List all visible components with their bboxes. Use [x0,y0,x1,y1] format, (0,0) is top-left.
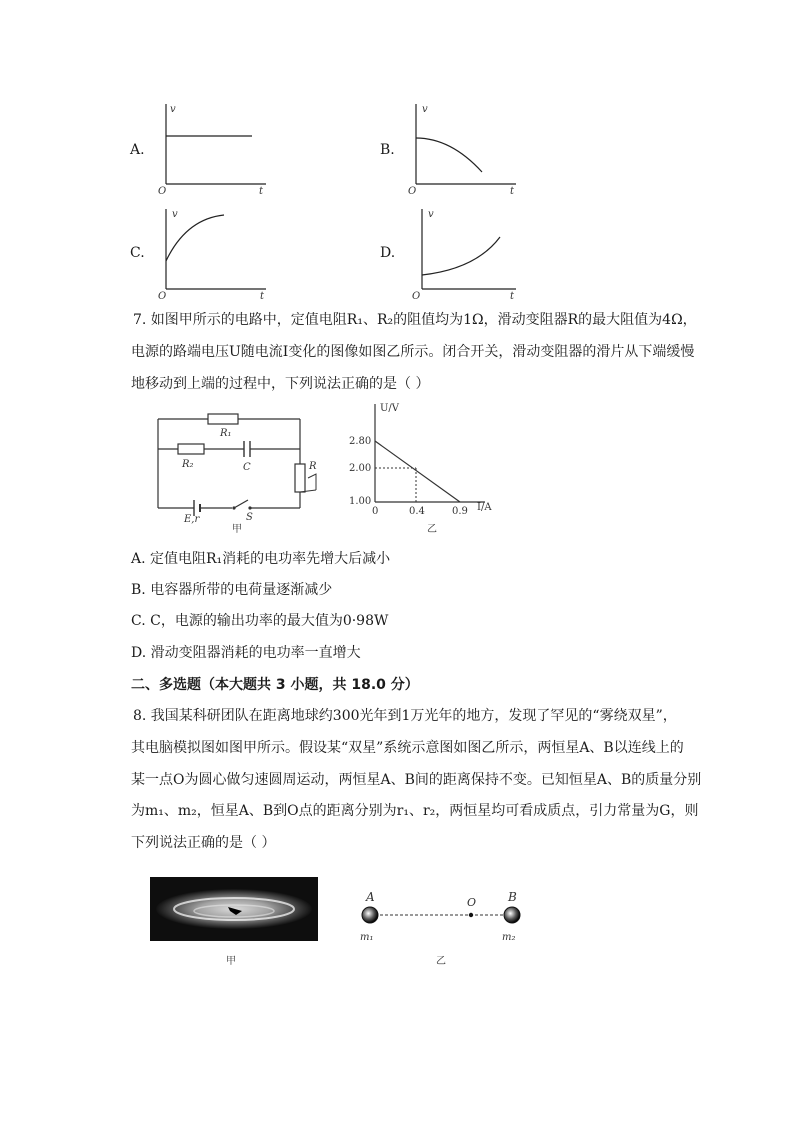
q8-binary-star-diagram [350,888,535,970]
origin-label: O [412,291,421,300]
option-label: A. [130,142,145,158]
y-axis-label: v [428,209,434,220]
x-axis-label: t [260,291,265,300]
x-tick-label: 0.9 [452,506,468,517]
option-label: B. [380,142,395,158]
center-label: O [467,896,477,909]
q7-option-b: B. 电容器所带的电荷量逐渐减少 [131,582,333,598]
origin-label: O [158,291,167,300]
q6-graph-b [380,100,520,195]
vt-graph-increasing-convex [406,205,520,300]
switch-symbol [234,500,248,508]
y-tick-label: 2.00 [349,463,372,474]
q7-ui-graph [345,398,515,536]
figure-caption: 乙 [427,524,437,535]
star-a [362,907,378,923]
q8-stem-line-5: 下列说法正确的是（ ） [131,835,276,851]
q8-stem-line-1: 8. 我国某科研团队在距离地球约300光年到1万光年的地方，发现了罕见的“雾绕双星”， [133,708,677,724]
figure-caption: 乙 [436,956,446,967]
q6-graph-a [130,100,270,195]
switch-label: S [246,512,253,523]
star-a-label: A [366,890,375,904]
figure-caption: 甲 [226,956,236,967]
option-label: C. [130,245,145,261]
q7-option-a: A. 定值电阻R₁消耗的电功率先增大后减小 [131,551,391,567]
x-axis-label: t [259,186,264,195]
y-tick-label: 1.00 [349,496,372,507]
option-label: D. [380,245,396,261]
x-tick-label: 0 [372,506,379,517]
y-axis-label: v [422,104,428,115]
q8-stem-line-2: 其电脑模拟图如图甲所示。假设某“双星”系统示意图如图乙所示，两恒星A、B以连线上的 [131,740,684,756]
mass-m2-label: m₂ [502,932,516,943]
x-axis-label: t [510,186,515,195]
q8-stem-line-4: 为m₁、m₂，恒星A、B到O点的距离分别为r₁、r₂，两恒星均可看成质点，引力常量为G，则 [131,803,699,819]
q7-stem-line-1: 7. 如图甲所示的电路中，定值电阻R₁、R₂的阻值均为1Ω，滑动变阻器R的最大阻值为4Ω， [133,312,697,328]
q7-option-d: D. 滑动变阻器消耗的电功率一直增大 [131,645,361,661]
star-b-label: B [508,890,517,904]
q7-option-c: C. C，电源的输出功率的最大值为0·98W [131,613,389,629]
q7-stem-line-3: 地移动到上端的过程中，下列说法正确的是（ ） [131,376,430,392]
rheostat-label: R [309,461,317,472]
y-axis-label: U/V [380,403,400,414]
vt-graph-constant [156,100,270,195]
resistor-r2-symbol [178,444,204,454]
r2-label: R₂ [182,459,194,470]
star-b [504,907,520,923]
y-tick-label: 2.80 [349,436,372,447]
r1-label: R₁ [220,428,232,439]
x-axis-label: t [510,291,515,300]
y-axis-label: v [172,209,178,220]
vt-graph-increasing-concave [156,205,270,300]
resistor-r1-symbol [208,414,238,424]
q7-stem-line-2: 电源的路端电压U随电流I变化的图像如图乙所示。闭合开关，滑动变阻器的滑片从下端缓慢 [131,344,695,360]
x-tick-label: 0.4 [409,506,425,517]
q6-graph-d [380,205,520,300]
origin-label: O [408,186,417,195]
q7-circuit-diagram [150,404,340,534]
capacitor-label: C [243,462,251,473]
q6-graph-c [130,205,270,300]
q8-simulation-image [150,877,320,969]
figure-caption: 甲 [232,524,242,534]
rheostat-symbol [295,464,305,492]
center-point-o [469,913,473,917]
section-heading: 二、多选题（本大题共 3 小题，共 18.0 分） [131,677,419,693]
origin-label: O [158,186,167,195]
x-axis-label: I/A [477,502,492,513]
q8-stem-line-3: 某一点O为圆心做匀速圆周运动，两恒星A、B间的距离保持不变。已知恒星A、B的质量分别 [131,772,702,788]
source-label: E,r [184,514,200,525]
y-axis-label: v [170,104,176,115]
ui-line [375,441,460,502]
mass-m1-label: m₁ [360,932,374,943]
vt-graph-decreasing [406,100,520,195]
